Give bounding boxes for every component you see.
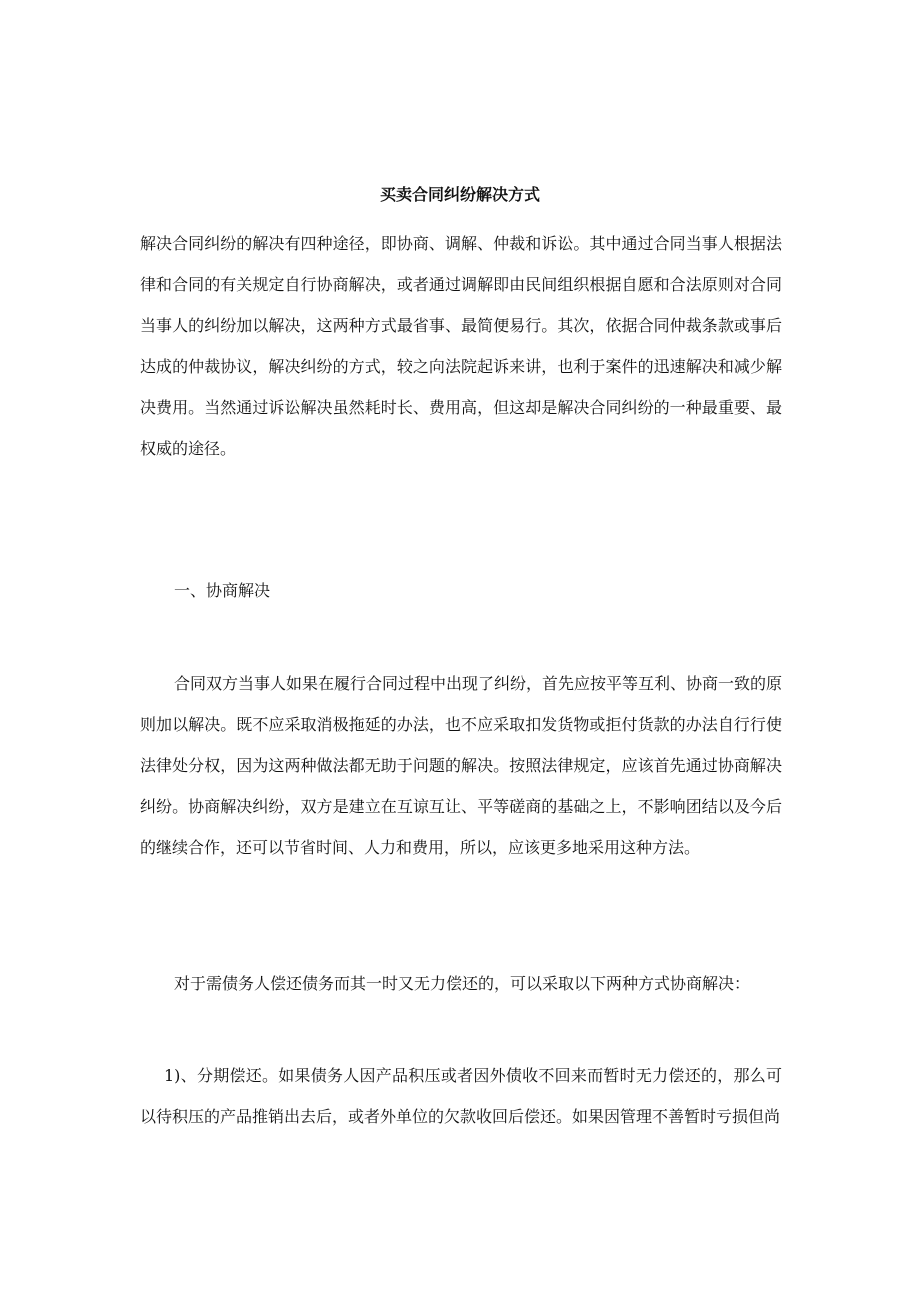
document-title: 买卖合同纠纷解决方式 <box>379 185 540 204</box>
intro-paragraph: 解决合同纠纷的解决有四种途径，即协商、调解、仲裁和诉讼。其中通过合同当事人根据法律和合同的有关规定自行协商解决，或者通过调解即由民间组织根据自愿和合法原则对合同当事人的纠纷加以解决，这两种方式最省事、最简便易行。其次，依据合同仲裁条款或事后达成的仲裁协议，解决纠纷的方式，较之向法院起诉来讲，也利于案件的迅速解决和减少解决费用。当然通过诉讼解决虽然耗时长、费用高，但这却是解决合同纠纷的一种最重要、最权威的途径。 <box>140 234 782 458</box>
installment-paragraph: 1)、分期偿还。如果债务人因产品积压或者因外债收不回来而暂时无力偿还的，那么可以待积压的产品推销出去后，或者外单位的欠款收回后偿还。如果因管理不善暂时亏损但尚 <box>140 1066 782 1126</box>
section-heading: 一、协商解决 <box>174 581 271 600</box>
negotiation-paragraph: 合同双方当事人如果在履行合同过程中出现了纠纷，首先应按平等互利、协商一致的原则加以解决。既不应采取消极拖延的办法，也不应采取扣发货物或拒付货款的办法自行行使法律处分权，因为这两种做法都无助于问题的解决。按照法律规定，应该首先通过协商解决纠纷。协商解决纠纷，双方是建立在互谅互让、平等磋商的基础之上，不影响团结以及今后的继续合作，还可以节省时间、人力和费用，所以，应该更多地采用这种方法。 <box>140 674 783 857</box>
debt-intro-paragraph: 对于需债务人偿还债务而其一时又无力偿还的，可以采取以下两种方式协商解决： <box>174 974 751 993</box>
